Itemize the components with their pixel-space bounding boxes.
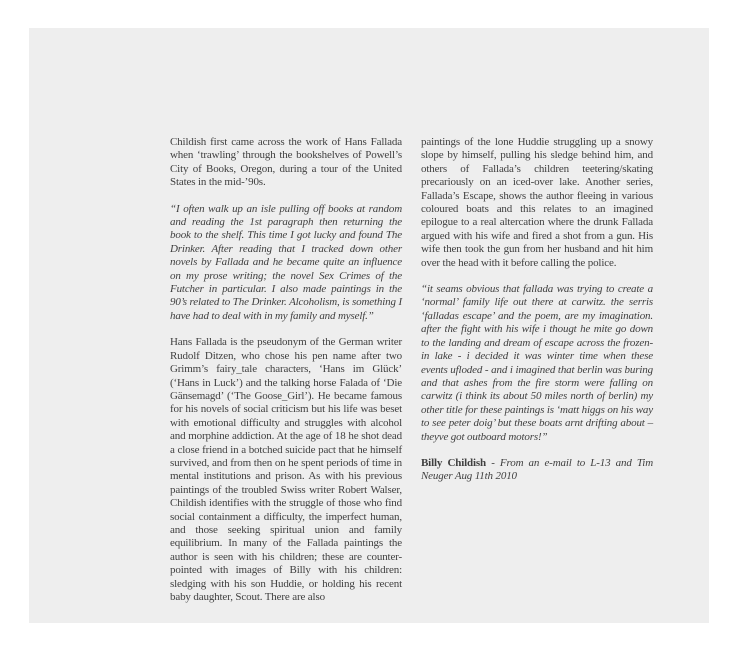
byline-source-text: From an e-mail to L-13 and Tim Neuger Aug 11th 2010 [421,456,653,483]
right-column [421,136,653,617]
byline-author-name: Billy Childish [421,456,486,469]
childish-quote-2: “it seams obvious that fallada was trying to create a ‘normal’ family life out there at carwitz. the serris ‘falladas escape’ and the poem, are my imagination. after the fight with his wife i thougt he mite go down to the landing and dream of escape across the frozen-in lake - i decided it was winter time when these events ufloded - and i imagined that berlin was buring and that ashes from the fire storm were falling on carwitz (i think its about 50 miles north of berlin) my other title for these paintings is ‘matt higgs on his way to see peter doig’ but these boats arnt drifting about – theyve got outboard motors!” [421,283,653,443]
gray-content-panel [29,28,709,623]
intro-paragraph: Childish first came across the work of Hans Fallada when ‘trawling’ through the bookshelves of Powell’s City of Books, Oregon, during a tour of the United States in the mid-’90s. [170,136,402,189]
byline-separator: - [486,456,500,469]
left-column [170,136,402,617]
two-column-text-block [170,136,653,617]
fallada-bio-paragraph-part1: Hans Fallada is the pseudonym of the German writer Rudolf Ditzen, who chose his pen name after two Grimm’s fairy_tale characters, ‘Hans im Glück’ (‘Hans in Luck’) and the talking horse Falada of ‘Die Gänsemagd’ (‘The Goose_Girl’). He became famous for his novels of social criticism but his life was beset with emotional difficulty and struggles with alcohol and morphine addiction. At the age of 18 he shot dead a close friend in a botched suicide pact that he himself survived, and from then on he spent periods of time in mental institutions and prison. As with his previous paintings of the troubled Swiss writer Robert Walser, Childish identifies with the struggle of those who find social containment a difficulty, the imperfect human, and those seeking spiritual union and family equilibrium. In many of the Fallada paintings the author is seen with his children; these are counter-pointed with images of Billy with his children: sledging with his son Huddie, or holding his recent baby daughter, Scout. There are also [170,336,402,603]
childish-quote-1: “I often walk up an isle pulling off books at random and reading the 1st paragraph then returning the book to the shelf. This time I got lucky and found The Drinker. After reading that I tracked down other novels by Fallada and he became quite an influence on my prose writing; the novel Sex Crimes of the Futcher in particular. I also made paintings in the 90’s related to The Drinker. Alcoholism, is something I have had to deal with in my family and myself.” [170,202,402,322]
byline [421,457,653,484]
fallada-bio-paragraph-part2: paintings of the lone Huddie struggling up a snowy slope by himself, pulling his sledge behind him, and others of Fallada’s children teetering/skating precariously on an iced-over lake. Another series, Fallada’s Escape, shows the author fleeing in various coloured boats and this relates to an imagined epilogue to a real altercation where the drunk Fallada argued with his wife and fired a shot from a gun. His wife then took the gun from her husband and hit him over the head with it before calling the police. [421,136,653,269]
